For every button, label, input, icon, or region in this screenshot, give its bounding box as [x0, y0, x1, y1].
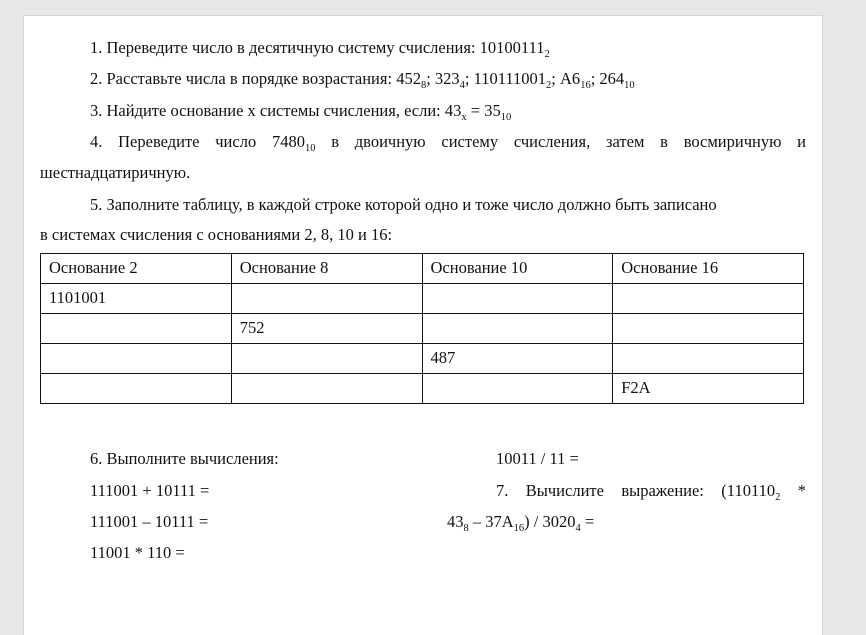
header-text: Основание 2	[49, 258, 138, 277]
task-1-subscript: 2	[544, 49, 550, 60]
task-3-subscript-10: 10	[500, 112, 512, 123]
table-cell[interactable]	[422, 374, 613, 404]
table-row	[41, 374, 804, 404]
table-cell[interactable]	[613, 314, 804, 344]
cell-text	[621, 284, 795, 287]
task-7-text-cont: *	[780, 481, 806, 500]
table-cell[interactable]	[231, 374, 422, 404]
table-cell[interactable]	[41, 374, 232, 404]
cell-text: 1101001	[49, 288, 107, 307]
header-text: Основание 16	[621, 258, 719, 277]
table-row	[41, 284, 804, 314]
cell-text	[240, 374, 414, 377]
task-3-text: 3. Найдите основание x системы счисления, если: 43	[90, 101, 462, 120]
calc-division: 10011 / 11 =	[496, 449, 579, 468]
task-5-line-1: 5. Заполните таблицу, в каждой строке которой одно и тоже число должно быть записано	[90, 195, 717, 214]
task-7-num-c: ) / 3020	[524, 512, 576, 531]
cell-text	[240, 344, 414, 347]
task-5-line-2: в системах счисления с основаниями 2, 8, 10 и 16:	[40, 225, 393, 244]
task-6-title: 6. Выполните вычисления:	[90, 449, 279, 468]
cell-text	[621, 314, 795, 317]
task-2	[90, 69, 635, 89]
task-2-number: 323	[434, 69, 460, 88]
table-cell[interactable]	[231, 284, 422, 314]
task-1-text: 1. Переведите число в десятичную систему счисления: 10100111	[90, 38, 545, 57]
cell-text: 752	[239, 318, 265, 337]
task-7-sub-c: 4	[575, 523, 581, 534]
table-cell[interactable]	[231, 344, 422, 374]
task-4-line-2: шестнадцатиричную.	[40, 163, 191, 182]
table-cell[interactable]	[41, 314, 232, 344]
task-7-line-2	[447, 512, 594, 532]
task-2-number: 264	[599, 69, 625, 88]
table-cell[interactable]	[41, 284, 232, 314]
table-header-row	[41, 254, 804, 284]
cell-text	[431, 314, 605, 317]
calc-line-1: 111001 + 10111 =	[90, 481, 210, 500]
task-7-equals: =	[580, 512, 595, 531]
task-3-subscript-x: x	[461, 112, 467, 123]
task-2-number: 110111001	[473, 69, 547, 88]
task-7-line-1	[496, 481, 806, 501]
task-3	[90, 101, 511, 121]
task-2-sep: ;	[464, 69, 474, 88]
table-cell[interactable]	[422, 344, 613, 374]
task-7-text: 7. Вычислите выражение: (110110	[496, 481, 776, 500]
task-3-equals: = 35	[466, 101, 501, 120]
table-row	[41, 344, 804, 374]
cell-text	[431, 284, 605, 287]
task-4-text-cont: в двоичную систему счисления, затем в восмиричную и	[315, 132, 806, 151]
header-text: Основание 10	[430, 258, 528, 277]
calc-line-2: 111001 – 10111 =	[90, 512, 209, 531]
task-7-sub-b: 16	[513, 523, 525, 534]
task-1	[90, 38, 550, 58]
cell-text: 487	[430, 348, 456, 367]
table-cell[interactable]	[231, 314, 422, 344]
table-cell[interactable]	[422, 314, 613, 344]
task-4-line-1	[90, 132, 806, 152]
task-2-sep: ;	[590, 69, 600, 88]
cell-text	[431, 374, 605, 377]
task-2-number: 452	[396, 69, 421, 88]
calc-line-3: 11001 * 110 =	[90, 543, 185, 562]
task-2-base: 16	[580, 80, 591, 91]
cell-text	[49, 344, 223, 347]
table-cell[interactable]	[613, 374, 804, 404]
document-page	[23, 15, 823, 635]
table-cell[interactable]	[613, 284, 804, 314]
cell-text: F2A	[621, 378, 651, 397]
task-2-base: 8	[420, 80, 427, 91]
task-7-num-b: – 37A	[468, 512, 514, 531]
task-4-text: 4. Переведите число 7480	[90, 132, 305, 151]
task-2-base: 10	[624, 80, 635, 91]
task-7-num-a: 43	[447, 512, 464, 531]
task-7-sub-a: 8	[463, 523, 469, 534]
table-row	[41, 314, 804, 344]
task-2-base: 4	[459, 80, 465, 91]
table-cell[interactable]	[613, 344, 804, 374]
bases-table	[40, 253, 804, 404]
table-cell[interactable]	[41, 344, 232, 374]
header-text: Основание 8	[239, 258, 329, 277]
cell-text	[621, 344, 795, 347]
table-header-cell	[613, 254, 804, 284]
task-2-number: A6	[560, 69, 581, 88]
task-2-sep: ;	[551, 69, 561, 88]
cell-text	[49, 314, 223, 317]
table-cell[interactable]	[422, 284, 613, 314]
cell-text	[240, 284, 414, 287]
task-4-subscript: 10	[304, 143, 316, 154]
table-header-cell	[41, 254, 232, 284]
cell-text	[49, 374, 223, 377]
table-header-cell	[422, 254, 613, 284]
task-2-sep: ;	[426, 69, 435, 88]
task-2-base: 2	[546, 80, 552, 91]
task-7-subscript: 2	[775, 492, 781, 503]
table-header-cell	[231, 254, 422, 284]
task-2-text: 2. Расставьте числа в порядке возрастания:	[90, 69, 397, 88]
